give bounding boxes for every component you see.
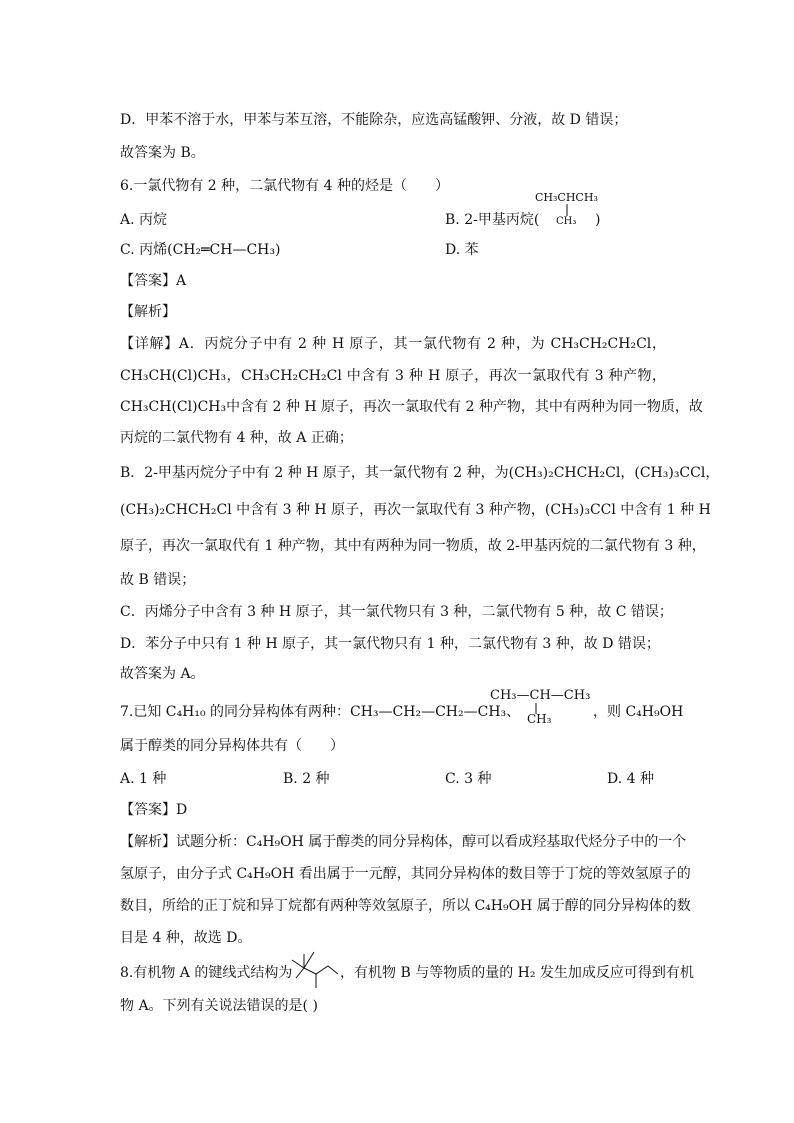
text-line: 故答案为 A。 <box>120 666 205 682</box>
analysis-label: 【解析】 <box>120 304 176 320</box>
text-line: D．甲苯不溶于水，甲苯与苯互溶，不能除杂，应选高锰酸钾、分液，故 D 错误； <box>120 112 628 128</box>
question-7-stem-cont: ，则 C₄H₉OH <box>593 704 684 720</box>
option-b-close: ) <box>595 212 601 228</box>
option-b: B. 2 种 <box>283 771 330 787</box>
option-d: D. 4 种 <box>607 771 654 787</box>
option-b: B. 2-甲基丙烷( <box>445 212 540 228</box>
text-line: 丙烷的二氯代物有 4 种，故 A 正确； <box>120 430 353 446</box>
text-line: CH₃CH(Cl)CH₃中含有 2 种 H 原子，再次一氯取代有 2 种产物，其中有两种为同一物质，故 <box>120 399 703 415</box>
text-line: 故 B 错误； <box>120 572 196 588</box>
option-c: C. 3 种 <box>445 771 492 787</box>
answer-label: 【答案】D <box>120 802 188 818</box>
structure-top: CH₃CHCH₃ <box>535 191 598 204</box>
text-line: B．2-甲基丙烷分子中有 2 种 H 原子，其一氯代物有 2 种，为(CH₃)₂CHCH₂Cl，(CH₃)₃CCl， <box>120 465 720 481</box>
question-8-stem: 8.有机物 A 的键线式结构为 <box>120 965 293 981</box>
text-line: (CH₃)₂CHCH₂Cl 中含有 3 种 H 原子，再次一氯取代有 3 种产物，(CH₃)₃CCl 中含有 1 种 H <box>120 502 711 518</box>
question-6-stem: 6.一氯代物有 2 种，二氯代物有 4 种的烃是（ ） <box>120 178 449 194</box>
option-a: A. 1 种 <box>120 771 167 787</box>
text-line: 目是 4 种，故选 D。 <box>120 930 252 946</box>
text-line: 数目，所给的正丁烷和异丁烷都有两种等效氢原子，所以 C₄H₉OH 属于醇的同分异构体的数 <box>120 898 691 914</box>
question-8-stem-cont: ，有机物 B 与等物质的量的 H₂ 发生加成反应可得到有机 <box>340 965 694 981</box>
text-line: CH₃CH(Cl)CH₃，CH₃CH₂CH₂Cl 中含有 3 种 H 原子，再次一氯取代有 3 种产物， <box>120 368 666 384</box>
text-line: 原子，再次一氯取代有 1 种产物，其中有两种为同一物质，故 2-甲基丙烷的二氯代物有 3 种， <box>120 538 706 554</box>
question-7-stem: 7.已知 C₄H₁₀ 的同分异构体有两种：CH₃—CH₂—CH₂—CH₃、 <box>120 704 521 720</box>
isobutane-structure-small <box>533 189 603 229</box>
text-line: 【解析】试题分析：C₄H₉OH 属于醇类的同分异构体，醇可以看成羟基取代烃分子中的一个 <box>120 834 687 850</box>
structure-bottom: CH₃ <box>556 216 577 227</box>
question-7-stem-line2: 属于醇类的同分异构体共有（ ） <box>120 738 344 754</box>
skeletal-structure-icon <box>290 948 340 993</box>
text-line: 故答案为 B。 <box>120 145 205 161</box>
text-line: 氢原子，由分子式 C₄H₉OH 看出属于一元醇，其同分异构体的数目等于丁烷的等效氢原子的 <box>120 866 691 882</box>
structure-top: CH₃—CH—CH₃ <box>490 688 591 703</box>
option-a: A. 丙烷 <box>120 212 168 228</box>
option-d: D. 苯 <box>445 242 479 258</box>
text-line: D．苯分子中只有 1 种 H 原子，其一氯代物只有 1 种，二氯代物有 3 种，故 D 错误； <box>120 636 660 652</box>
option-c: C. 丙烯(CH₂═CH—CH₃) <box>120 242 281 258</box>
answer-label: 【答案】A <box>120 273 187 289</box>
bond-line-structure <box>290 948 340 993</box>
question-8-stem-line2: 物 A。下列有关说法错误的是( ) <box>120 998 318 1014</box>
text-line: C．丙烯分子中含有 3 种 H 原子，其一氯代物只有 3 种，二氯代物有 5 种，故 C 错误； <box>120 604 673 620</box>
structure-bottom: CH₃ <box>527 712 552 726</box>
text-line: 【详解】A．丙烷分子中有 2 种 H 原子，其一氯代物有 2 种，为 CH₃CH₂CH₂Cl， <box>120 336 666 352</box>
isobutane-structure-large <box>488 686 598 728</box>
